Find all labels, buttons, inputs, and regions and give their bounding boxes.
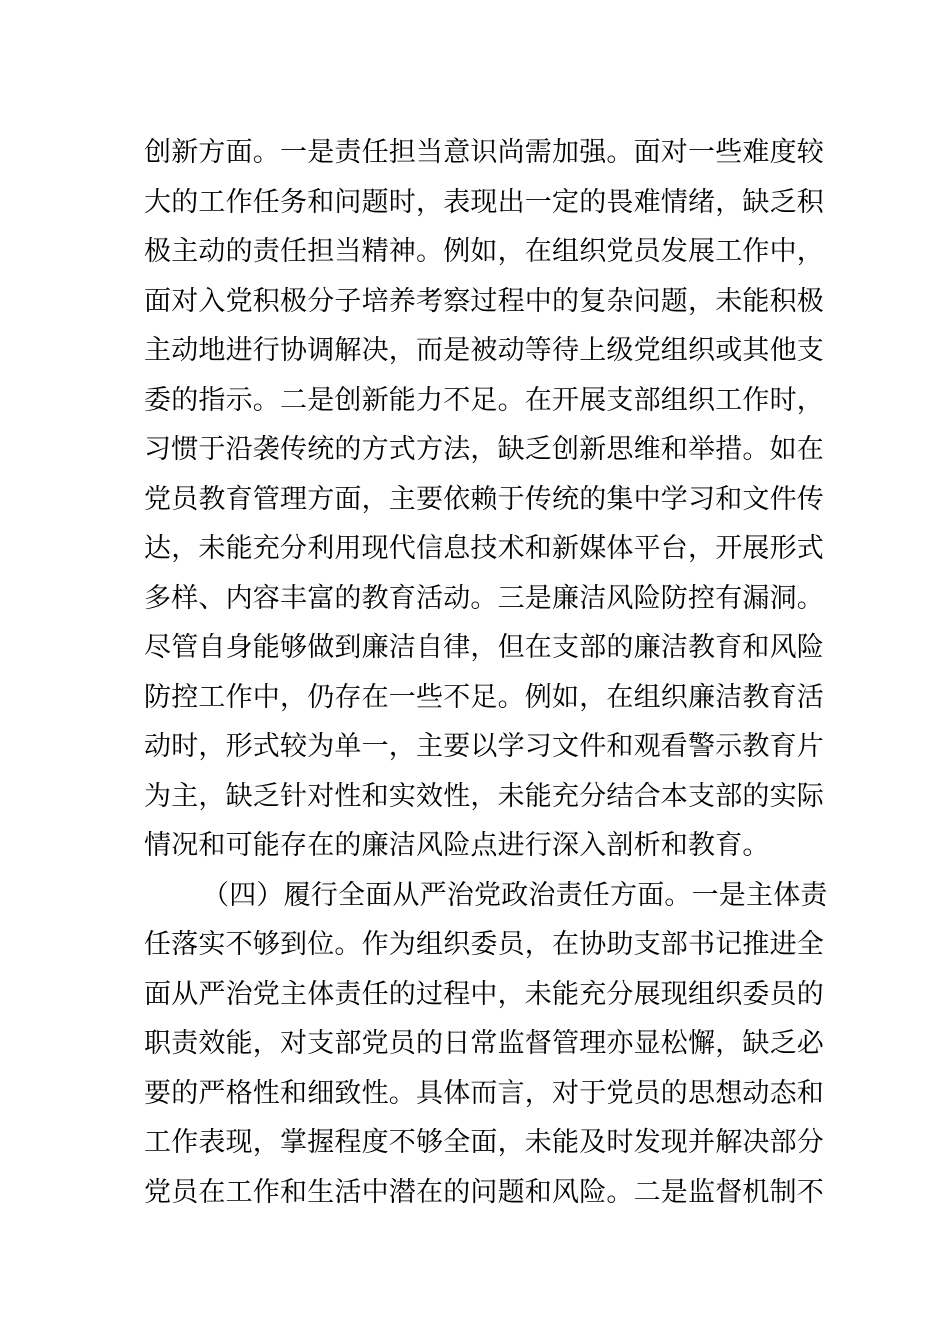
text-line: 委的指示。二是创新能力不足。在开展支部组织工作时， (144, 384, 824, 416)
text-line: 习惯于沿袭传统的方式方法，缺乏创新思维和举措。如在 (144, 434, 824, 465)
text-line: 创新方面。一是责任担当意识尚需加强。面对一些难度较 (144, 137, 824, 168)
text-line: 面从严治党主体责任的过程中，未能充分展现组织委员的 (144, 978, 824, 1010)
text-line: 防控工作中，仍存在一些不足。例如，在组织廉洁教育活 (144, 681, 824, 713)
section-heading-line: （四）履行全面从严治党政治责任方面。一是主体责 (202, 879, 828, 911)
text-line: 任落实不够到位。作为组织委员，在协助支部书记推进全 (144, 929, 824, 960)
text-line: 工作表现，掌握程度不够全面，未能及时发现并解决部分 (144, 1127, 824, 1158)
text-line: 达，未能充分利用现代信息技术和新媒体平台，开展形式 (144, 533, 824, 564)
text-line: 面对入党积极分子培养考察过程中的复杂问题，未能积极 (144, 285, 824, 317)
text-line: 主动地进行协调解决，而是被动等待上级党组织或其他支 (144, 335, 824, 366)
text-line: 动时，形式较为单一，主要以学习文件和观看警示教育片 (144, 731, 824, 762)
text-line: 极主动的责任担当精神。例如，在组织党员发展工作中， (144, 236, 824, 267)
text-line: 为主，缺乏针对性和实效性，未能充分结合本支部的实际 (144, 780, 824, 812)
text-line: 尽管自身能够做到廉洁自律，但在支部的廉洁教育和风险 (144, 632, 824, 663)
text-line: 党员在工作和生活中潜在的问题和风险。二是监督机制不 (144, 1176, 824, 1208)
text-line: 大的工作任务和问题时，表现出一定的畏难情绪，缺乏积 (144, 186, 824, 218)
text-line: 要的严格性和细致性。具体而言，对于党员的思想动态和 (144, 1077, 824, 1109)
text-line: 党员教育管理方面，主要依赖于传统的集中学习和文件传 (144, 483, 824, 515)
text-line: 职责效能，对支部党员的日常监督管理亦显松懈，缺乏必 (144, 1028, 824, 1059)
text-line: 情况和可能存在的廉洁风险点进行深入剖析和教育。 (144, 830, 770, 861)
body-text (144, 128, 828, 1217)
text-line: 多样、内容丰富的教育活动。三是廉洁风险防控有漏洞。 (144, 582, 824, 614)
